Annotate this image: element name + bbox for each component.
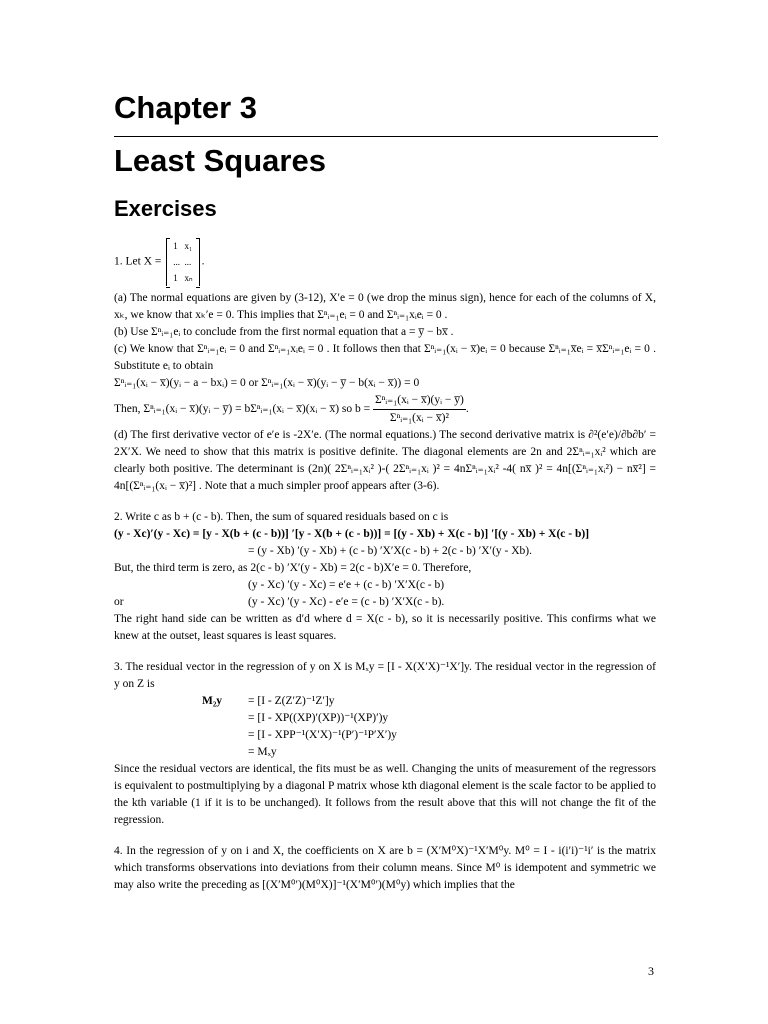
ex3-lhs: M₂y: [202, 695, 223, 707]
spacer: [114, 829, 656, 843]
spacer: [114, 645, 656, 659]
section-heading: Exercises: [114, 196, 217, 221]
chapter-heading: Chapter 3: [114, 90, 257, 125]
ex1-part-b: (b) Use Σⁿᵢ₌₁eᵢ to conclude from the first normal equation that a = y̅ − bx̅ .: [114, 326, 454, 338]
matrix-row: 1 xₙ: [173, 273, 193, 283]
fraction-b: [373, 392, 466, 427]
ex1-part-a: (a) The normal equations are given by (3-12), X′e = 0 (we drop the minus sign), hence for each of the columns of X, xₖ, we know that xₖ′e = 0. This implies that Σⁿᵢ₌₁eᵢ = 0 and Σⁿᵢ₌₁xᵢeᵢ = 0 .: [114, 292, 656, 321]
spacer: [114, 495, 656, 509]
ex1-part-c-equation: Σⁿᵢ₌₁(xᵢ − x̅)(yᵢ − a − bxᵢ) = 0 or Σⁿᵢ₌₁(xᵢ − x̅)(yᵢ − y̅ − b(xᵢ − x̅)) = 0: [114, 377, 420, 389]
matrix-row: ... ...: [173, 257, 192, 267]
ex1-part-c: (c) We know that Σⁿᵢ₌₁eᵢ = 0 and Σⁿᵢ₌₁xᵢeᵢ = 0 . It follows then that Σⁿᵢ₌₁(xᵢ − x̅)eᵢ = 0 because Σⁿᵢ₌₁x̅eᵢ = x̅Σⁿᵢ₌₁eᵢ = 0 . Substitute eᵢ to obtain: [114, 343, 656, 372]
ex3-derivation-2: = [I - XP((XP)′(XP))⁻¹(XP)′)y: [248, 712, 389, 724]
ex3-line-2: Since the residual vectors are identical, the fits must be as well. Changing the units of measurement of the regressors is equivalent to postmultiplying by a diagonal P matrix whose kth diagonal element is the scale factor to be applied to the kth variable (1 if it is to be unchanged). It follows from the result above that this will not change the fit of the regression.: [114, 763, 656, 826]
fraction-numerator: Σⁿᵢ₌₁(xᵢ − x̅)(yᵢ − y̅): [373, 392, 466, 410]
exercise-1: [114, 238, 656, 894]
ex2-line-4: But, the third term is zero, as 2(c - b) ′X′(y - Xb) = 2(c - b)X′e = 0. Therefore,: [114, 562, 472, 574]
ex2-line-6: [114, 594, 656, 611]
ex2-line-5: (y - Xc) ′(y - Xc) = e′e + (c - b) ′X′X(c - b): [248, 579, 445, 591]
ex1-part-c-result: [114, 392, 656, 427]
ex1-part-d: (d) The first derivative vector of e′e is -2X′e. (The normal equations.) The second derivative matrix is ∂²(e′e)/∂b∂b′ = 2X′X. We need to show that this matrix is positive definite. The diagonal elements are 2n and 2Σⁿᵢ₌₁xᵢ² which are clearly both positive. The determinant is (2n)( 2Σⁿᵢ₌₁xᵢ² )-( 2Σⁿᵢ₌₁xᵢ )² = 4nΣⁿᵢ₌₁xᵢ² -4( nx̅ )² = 4n[(Σⁿᵢ₌₁xᵢ²) − nx̅²] = 4n[(Σⁿᵢ₌₁(xᵢ − x̅)²] . Note that a much simpler proof appears after (3-6).: [114, 429, 656, 492]
ex3-derivation-3: = [I - XPP⁻¹(X′X)⁻¹(P′)⁻¹P′X′)y: [248, 729, 397, 741]
ex4-line-1: 4. In the regression of y on i and X, the coefficients on X are b = (X′M⁰X)⁻¹X′M⁰y. M⁰ = I - i(i′i)⁻¹i′ is the matrix which transforms observations into deviations from their column means. Since M⁰ is idempotent and symmetric we may also write the preceding as [(X′M⁰′)(M⁰X)]⁻¹(X′M⁰′)(M⁰y) which implies that the: [114, 845, 656, 891]
ex3-derivation-4: = Mₓy: [248, 746, 277, 758]
ex1-intro-text: 1. Let X =: [114, 255, 165, 268]
ex2-line-6-eq: (y - Xc) ′(y - Xc) - e′e = (c - b) ′X′X(c - b).: [248, 596, 445, 608]
matrix-row: 1 x₁: [173, 241, 193, 251]
ex2-line-1: 2. Write c as b + (c - b). Then, the sum of squared residuals based on c is: [114, 511, 449, 523]
ex2-or: or: [114, 596, 124, 608]
ex1-intro: 1. Let X = 1 x₁ ... ... 1 xₙ .: [114, 238, 656, 286]
ex2-line-2: (y - Xc)′(y - Xc) = [y - X(b + (c - b))] ′[y - X(b + (c - b))] = [(y - Xb) + X(c - b)] ′[(y - Xb) + X(c - b)]: [114, 528, 590, 540]
heading-divider: [114, 136, 658, 137]
fraction-denominator: Σⁿᵢ₌₁(xᵢ − x̅)²: [389, 412, 449, 424]
matrix-x: [166, 238, 199, 286]
ex3-line-1: 3. The residual vector in the regression of y on X is Mₓy = [I - X(X′X)⁻¹X′]y. The residual vector in the regression of y on Z is: [114, 661, 656, 690]
ex3-r1: = [I - Z(Z′Z)⁻¹Z′]y: [248, 695, 335, 707]
ex2-line-3: = (y - Xb) ′(y - Xb) + (c - b) ′X′X(c - b) + 2(c - b) ′X′(y - Xb).: [248, 545, 532, 557]
ex1-c3-end: .: [465, 403, 469, 416]
ex3-derivation-1: [114, 693, 656, 710]
ex2-line-7: The right hand side can be written as d′d where d = X(c - b), so it is necessarily positive. This confirms what we knew at the outset, least squares is least squares.: [114, 613, 656, 642]
chapter-title: Least Squares: [114, 143, 326, 178]
ex1-c3-lead: Then, Σⁿᵢ₌₁(xᵢ − x̅)(yᵢ − y̅) = bΣⁿᵢ₌₁(xᵢ − x̅)(xᵢ − x̅) so b =: [114, 403, 373, 416]
page-number: 3: [648, 964, 654, 978]
